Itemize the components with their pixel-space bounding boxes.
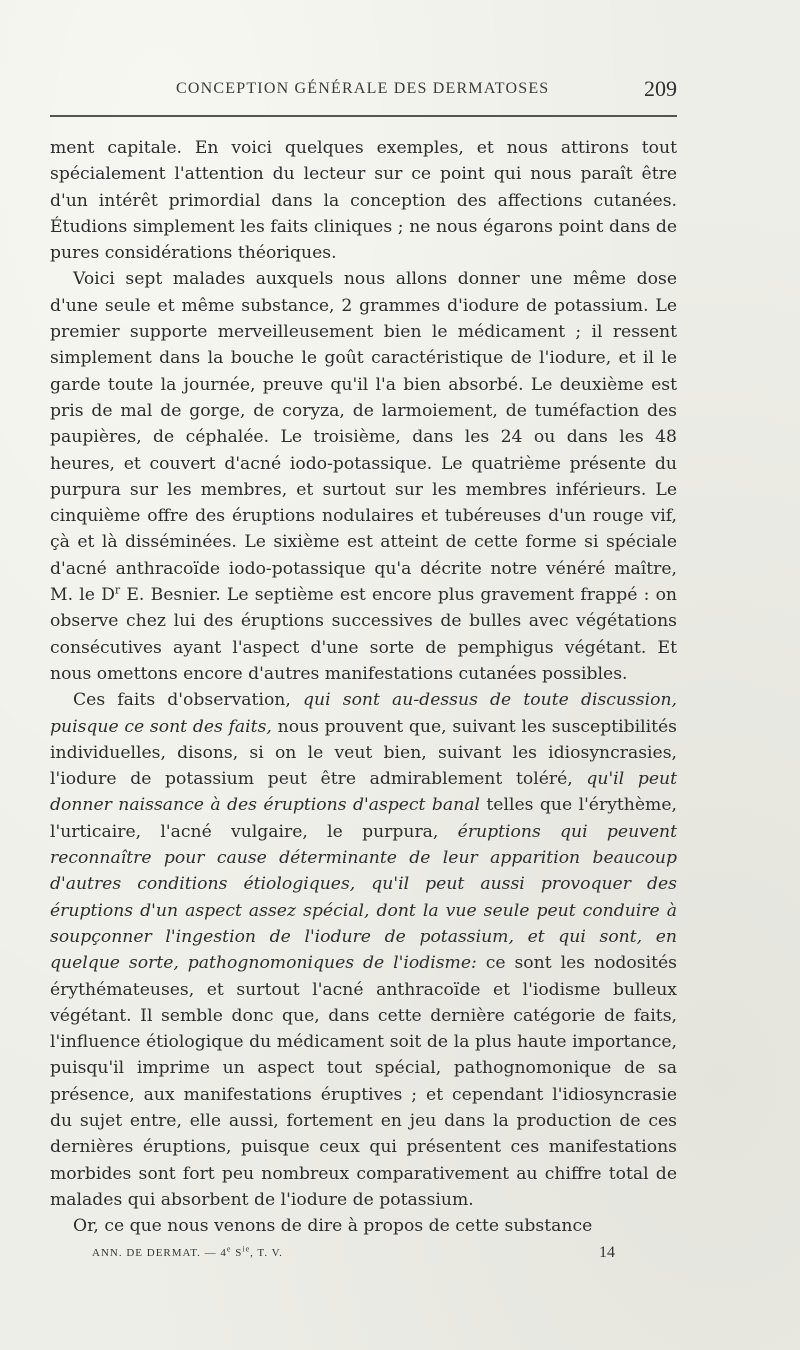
- superscript-run: r: [114, 583, 121, 597]
- italic-run: qu'il peut donner naissance à des éruptions d'aspect banal: [50, 769, 677, 816]
- text-run: E. Besnier. Le septième est encore plus gravement frappé : on observe chez lui des éruptions successives de bulles avec végétations consécutives ayant l'aspect d'une sorte de pemphigus végétant. Et nous omettons encore d'autres manifestations cutanées possibles.: [50, 585, 677, 684]
- signature-suffix: , T. V.: [250, 1247, 283, 1259]
- signature-sup-1: e: [226, 1244, 232, 1254]
- page-number: 209: [644, 76, 677, 101]
- text-run: ment capitale. En voici quelques exemples, et nous attirons tout spécialement l'attention du lecteur sur ce point qui nous paraît être d'un intérêt primordial dans la conception des affections cutanées. Étudions simplement les faits cliniques ; ne nous égarons point dans de pures considérations théoriques.: [50, 138, 677, 264]
- page-header: [50, 74, 677, 108]
- sheet-number: 14: [599, 1244, 615, 1261]
- body-text: [50, 135, 677, 1239]
- running-title: CONCEPTION GÉNÉRALE DES DERMATOSES: [176, 80, 550, 97]
- paragraph-2: [50, 266, 677, 687]
- italic-run: éruptions qui peuvent reconnaître pour cause déterminante de leur apparition beaucoup d'autres conditions étiologiques, qu'il peut aussi provoquer des éruptions d'un aspect assez spécial, dont la vue seule peut conduire à soupçonner l'ingestion de l'iodure de potassium, et qui sont, en quelque sorte, pathognomoniques de l'iodisme:: [50, 821, 677, 974]
- text-run: Ces faits d'observation,: [73, 690, 304, 711]
- signature-mid: S: [231, 1247, 243, 1259]
- text-run: Voici sept malades auxquels nous allons donner une même dose d'une seule et même substance, 2 grammes d'iodure de potassium. Le premier supporte merveilleusement bien le médicament ; il ressent simplement dans la bouche le goût caractéristique de l'iodure, et il le garde toute la journée, preuve qu'il l'a bien absorbé. Le deuxième est pris de mal de gorge, de coryza, de larmoiement, de tuméfaction des paupières, de céphalée. Le troisième, dans les 24 ou dans les 48 heures, et couvert d'acné iodo-potassique. Le quatrième présente du purpura sur les membres, et surtout sur les membres inférieurs. Le cinquième offre des éruptions nodulaires et tubéreuses d'un rouge vif, çà et là disséminées. Le sixième est atteint de cette forme si spéciale d'acné anthracoïde iodo-potassique qu'a décrite notre vénéré maître, M. le D: [50, 269, 677, 606]
- text-run: nous prouvent que, suivant les susceptibilités individuelles, disons, si on le veut bien, suivant les idiosyncrasies, l'iodure de potassium peut être admirablement toléré,: [50, 716, 678, 790]
- printer-signature: [92, 1244, 283, 1259]
- paragraph-1: [50, 135, 677, 266]
- text-run: Or, ce que nous venons de dire à propos de cette substance: [73, 1216, 593, 1237]
- italic-run: qui sont au-dessus de toute discussion, puisque ce sont des faits,: [50, 690, 677, 737]
- paragraph-4: [50, 1213, 677, 1239]
- signature-prefix: ANN. DE DERMAT. — 4: [92, 1247, 227, 1259]
- signature-sup-2: ie: [242, 1244, 251, 1254]
- text-run: ce sont les nodosités érythémateuses, et surtout l'acné anthracoïde et l'iodisme bulleux végétant. Il semble donc que, dans cette dernière catégorie de faits, l'influence étiologique du médicament soit de la plus haute importance, puisqu'il imprime un aspect tout spécial, pathognomonique de sa présence, aux manifestations éruptives ; et cependant l'idiosyncrasie du sujet entre, elle aussi, fortement en jeu dans la production de ces dernières éruptions, puisque ceux qui présentent ces manifestations morbides sont fort peu nombreux comparativement au chiffre total de malades qui absorbent de l'iodure de potassium.: [50, 953, 677, 1210]
- header-rule: [50, 115, 677, 117]
- paragraph-3: [50, 687, 677, 1213]
- page-footer: [50, 1244, 677, 1268]
- text-run: telles que l'érythème, l'urticaire, l'acné vulgaire, le purpura,: [50, 795, 677, 842]
